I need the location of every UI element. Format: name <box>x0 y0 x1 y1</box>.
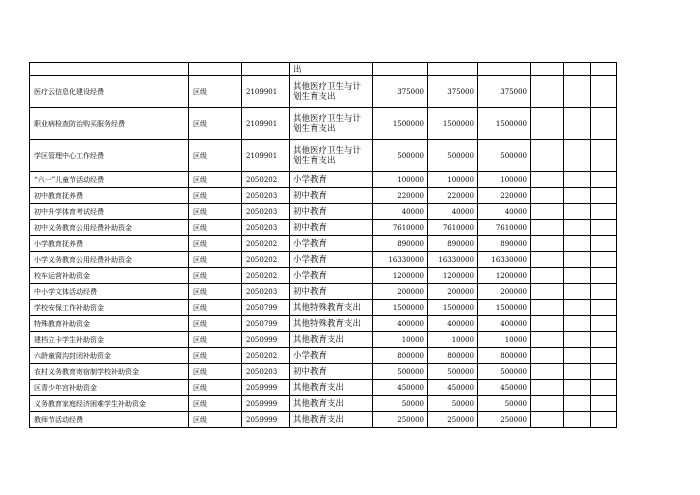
subject-name-cell: 其他教育支出 <box>290 380 373 396</box>
subject-name-cell: 小学教育 <box>290 252 373 268</box>
level-cell: 区级 <box>189 220 242 236</box>
empty-cell <box>564 348 591 364</box>
level-cell: 区级 <box>189 284 242 300</box>
subject-code-cell: 2050203 <box>242 220 290 236</box>
subject-name-cell: 其他医疗卫生与计划生育支出 <box>290 76 373 108</box>
empty-cell <box>564 172 591 188</box>
empty-cell <box>591 284 617 300</box>
budget-table <box>29 62 617 428</box>
total-amount-cell: 450000 <box>373 380 428 396</box>
budget-amount-cell: 1500000 <box>428 108 478 140</box>
level-cell: 区级 <box>189 188 242 204</box>
own-funds-cell: 220000 <box>478 188 531 204</box>
level-cell <box>189 63 242 76</box>
subject-name-cell: 其他特殊教育支出 <box>290 300 373 316</box>
budget-amount-cell: 375000 <box>428 76 478 108</box>
empty-cell <box>564 140 591 172</box>
project-name-cell: “六一”儿童节活动经费 <box>30 172 189 188</box>
empty-cell <box>531 380 564 396</box>
level-cell: 区级 <box>189 204 242 220</box>
project-name-cell <box>30 63 189 76</box>
empty-cell <box>591 204 617 220</box>
subject-name-cell: 小学教育 <box>290 172 373 188</box>
empty-cell <box>531 172 564 188</box>
empty-cell <box>591 188 617 204</box>
own-funds-cell: 250000 <box>478 412 531 428</box>
total-amount-cell: 1500000 <box>373 108 428 140</box>
project-name-cell: 初中义务教育公用经费补助资金 <box>30 220 189 236</box>
table-row <box>30 220 617 236</box>
project-name-cell: 学区管理中心工作经费 <box>30 140 189 172</box>
level-cell: 区级 <box>189 380 242 396</box>
budget-amount-cell: 400000 <box>428 316 478 332</box>
subject-code-cell: 2050202 <box>242 236 290 252</box>
budget-amount-cell: 7610000 <box>428 220 478 236</box>
total-amount-cell: 7610000 <box>373 220 428 236</box>
table-row <box>30 396 617 412</box>
empty-cell <box>591 220 617 236</box>
level-cell: 区级 <box>189 268 242 284</box>
level-cell: 区级 <box>189 396 242 412</box>
empty-cell <box>564 252 591 268</box>
total-amount-cell: 1200000 <box>373 268 428 284</box>
subject-code-cell: 2059999 <box>242 380 290 396</box>
own-funds-cell: 10000 <box>478 332 531 348</box>
subject-name-cell: 其他教育支出 <box>290 332 373 348</box>
subject-name-cell: 小学教育 <box>290 348 373 364</box>
empty-cell <box>531 300 564 316</box>
budget-amount-cell: 800000 <box>428 348 478 364</box>
project-name-cell: 小学教育抚养费 <box>30 236 189 252</box>
budget-amount-cell: 10000 <box>428 332 478 348</box>
total-amount-cell: 220000 <box>373 188 428 204</box>
own-funds-cell: 500000 <box>478 140 531 172</box>
subject-name-cell: 小学教育 <box>290 268 373 284</box>
subject-code-cell: 2050799 <box>242 316 290 332</box>
empty-cell <box>564 364 591 380</box>
budget-amount-cell: 40000 <box>428 204 478 220</box>
subject-code-cell: 2059999 <box>242 412 290 428</box>
project-name-cell: 农村义务教育寄宿制学校补助资金 <box>30 364 189 380</box>
total-amount-cell: 40000 <box>373 204 428 220</box>
own-funds-cell <box>478 63 531 76</box>
subject-name-cell: 其他医疗卫生与计划生育支出 <box>290 108 373 140</box>
empty-cell <box>591 76 617 108</box>
table-row <box>30 348 617 364</box>
subject-name-cell: 其他医疗卫生与计划生育支出 <box>290 140 373 172</box>
own-funds-cell: 450000 <box>478 380 531 396</box>
subject-code-cell: 2050202 <box>242 172 290 188</box>
empty-cell <box>591 172 617 188</box>
empty-cell <box>564 236 591 252</box>
project-name-cell: 初中升学体育考试经费 <box>30 204 189 220</box>
empty-cell <box>531 396 564 412</box>
empty-cell <box>531 284 564 300</box>
table-row <box>30 332 617 348</box>
table-row <box>30 316 617 332</box>
empty-cell <box>531 236 564 252</box>
subject-code-cell: 2050202 <box>242 348 290 364</box>
level-cell: 区级 <box>189 172 242 188</box>
table-row <box>30 108 617 140</box>
own-funds-cell: 1200000 <box>478 268 531 284</box>
empty-cell <box>591 252 617 268</box>
own-funds-cell: 1500000 <box>478 108 531 140</box>
total-amount-cell: 16330000 <box>373 252 428 268</box>
own-funds-cell: 500000 <box>478 364 531 380</box>
budget-amount-cell: 16330000 <box>428 252 478 268</box>
level-cell: 区级 <box>189 332 242 348</box>
total-amount-cell: 500000 <box>373 140 428 172</box>
empty-cell <box>591 380 617 396</box>
total-amount-cell <box>373 63 428 76</box>
empty-cell <box>531 188 564 204</box>
project-name-cell: 中小学文体活动经费 <box>30 284 189 300</box>
budget-amount-cell: 1200000 <box>428 268 478 284</box>
subject-code-cell <box>242 63 290 76</box>
empty-cell <box>531 63 564 76</box>
empty-cell <box>531 108 564 140</box>
budget-amount-cell: 250000 <box>428 412 478 428</box>
empty-cell <box>564 63 591 76</box>
empty-cell <box>531 268 564 284</box>
subject-code-cell: 2050202 <box>242 268 290 284</box>
empty-cell <box>591 300 617 316</box>
total-amount-cell: 250000 <box>373 412 428 428</box>
table-row <box>30 268 617 284</box>
empty-cell <box>564 108 591 140</box>
project-name-cell: 教师节活动经费 <box>30 412 189 428</box>
budget-amount-cell: 100000 <box>428 172 478 188</box>
subject-code-cell: 2059999 <box>242 396 290 412</box>
subject-name-cell: 出 <box>290 63 373 76</box>
level-cell: 区级 <box>189 76 242 108</box>
table-row <box>30 364 617 380</box>
empty-cell <box>564 220 591 236</box>
project-name-cell: 小学义务教育公用经费补助资金 <box>30 252 189 268</box>
total-amount-cell: 375000 <box>373 76 428 108</box>
empty-cell <box>591 236 617 252</box>
empty-cell <box>591 364 617 380</box>
project-name-cell: 学校安保工作补助资金 <box>30 300 189 316</box>
empty-cell <box>591 332 617 348</box>
subject-name-cell: 初中教育 <box>290 284 373 300</box>
budget-amount-cell: 890000 <box>428 236 478 252</box>
empty-cell <box>531 348 564 364</box>
empty-cell <box>591 140 617 172</box>
project-name-cell: 初中教育抚养费 <box>30 188 189 204</box>
level-cell: 区级 <box>189 236 242 252</box>
level-cell: 区级 <box>189 412 242 428</box>
empty-cell <box>591 316 617 332</box>
own-funds-cell: 200000 <box>478 284 531 300</box>
table-row <box>30 63 617 76</box>
empty-cell <box>591 348 617 364</box>
table-row <box>30 140 617 172</box>
subject-code-cell: 2050203 <box>242 204 290 220</box>
subject-code-cell: 2109901 <box>242 76 290 108</box>
empty-cell <box>591 412 617 428</box>
table-row <box>30 380 617 396</box>
own-funds-cell: 40000 <box>478 204 531 220</box>
empty-cell <box>564 412 591 428</box>
empty-cell <box>564 268 591 284</box>
budget-amount-cell: 1500000 <box>428 300 478 316</box>
subject-name-cell: 初中教育 <box>290 364 373 380</box>
empty-cell <box>564 396 591 412</box>
level-cell: 区级 <box>189 140 242 172</box>
empty-cell <box>531 76 564 108</box>
subject-name-cell: 初中教育 <box>290 188 373 204</box>
total-amount-cell: 890000 <box>373 236 428 252</box>
table-row <box>30 188 617 204</box>
total-amount-cell: 100000 <box>373 172 428 188</box>
subject-code-cell: 2050203 <box>242 364 290 380</box>
subject-code-cell: 2050203 <box>242 188 290 204</box>
empty-cell <box>531 412 564 428</box>
subject-name-cell: 其他特殊教育支出 <box>290 316 373 332</box>
own-funds-cell: 50000 <box>478 396 531 412</box>
level-cell: 区级 <box>189 316 242 332</box>
level-cell: 区级 <box>189 300 242 316</box>
total-amount-cell: 400000 <box>373 316 428 332</box>
empty-cell <box>564 204 591 220</box>
empty-cell <box>531 332 564 348</box>
table-row <box>30 236 617 252</box>
empty-cell <box>591 268 617 284</box>
level-cell: 区级 <box>189 108 242 140</box>
own-funds-cell: 1500000 <box>478 300 531 316</box>
empty-cell <box>564 380 591 396</box>
empty-cell <box>591 63 617 76</box>
project-name-cell: 医疗云信息化建设经费 <box>30 76 189 108</box>
project-name-cell: 建档立卡学生补助资金 <box>30 332 189 348</box>
project-name-cell: 职业病检查防治购买服务经费 <box>30 108 189 140</box>
table-row <box>30 204 617 220</box>
table-row <box>30 76 617 108</box>
level-cell: 区级 <box>189 252 242 268</box>
empty-cell <box>564 188 591 204</box>
subject-name-cell: 初中教育 <box>290 204 373 220</box>
own-funds-cell: 375000 <box>478 76 531 108</box>
subject-code-cell: 2050202 <box>242 252 290 268</box>
empty-cell <box>531 252 564 268</box>
own-funds-cell: 890000 <box>478 236 531 252</box>
project-name-cell: 六龄童窝沟封闭补助资金 <box>30 348 189 364</box>
budget-amount-cell: 500000 <box>428 140 478 172</box>
empty-cell <box>531 364 564 380</box>
empty-cell <box>531 220 564 236</box>
subject-code-cell: 2050999 <box>242 332 290 348</box>
subject-code-cell: 2109901 <box>242 140 290 172</box>
empty-cell <box>531 316 564 332</box>
empty-cell <box>564 316 591 332</box>
empty-cell <box>531 204 564 220</box>
table-row <box>30 284 617 300</box>
subject-name-cell: 其他教育支出 <box>290 412 373 428</box>
own-funds-cell: 7610000 <box>478 220 531 236</box>
project-name-cell: 校车运营补助资金 <box>30 268 189 284</box>
budget-amount-cell: 500000 <box>428 364 478 380</box>
subject-name-cell: 初中教育 <box>290 220 373 236</box>
project-name-cell: 义务教育家庭经济困难学生补助资金 <box>30 396 189 412</box>
own-funds-cell: 800000 <box>478 348 531 364</box>
budget-amount-cell: 200000 <box>428 284 478 300</box>
empty-cell <box>591 108 617 140</box>
budget-amount-cell: 50000 <box>428 396 478 412</box>
table-row <box>30 172 617 188</box>
total-amount-cell: 500000 <box>373 364 428 380</box>
table-row <box>30 252 617 268</box>
empty-cell <box>564 76 591 108</box>
subject-code-cell: 2109901 <box>242 108 290 140</box>
subject-name-cell: 小学教育 <box>290 236 373 252</box>
total-amount-cell: 50000 <box>373 396 428 412</box>
subject-code-cell: 2050203 <box>242 284 290 300</box>
empty-cell <box>564 284 591 300</box>
budget-amount-cell <box>428 63 478 76</box>
project-name-cell: 特殊教育补助资金 <box>30 316 189 332</box>
budget-amount-cell: 220000 <box>428 188 478 204</box>
own-funds-cell: 16330000 <box>478 252 531 268</box>
subject-name-cell: 其他教育支出 <box>290 396 373 412</box>
table-row <box>30 300 617 316</box>
total-amount-cell: 200000 <box>373 284 428 300</box>
empty-cell <box>591 396 617 412</box>
empty-cell <box>531 140 564 172</box>
empty-cell <box>564 300 591 316</box>
subject-code-cell: 2050799 <box>242 300 290 316</box>
total-amount-cell: 10000 <box>373 332 428 348</box>
budget-amount-cell: 450000 <box>428 380 478 396</box>
table-row <box>30 412 617 428</box>
total-amount-cell: 1500000 <box>373 300 428 316</box>
level-cell: 区级 <box>189 348 242 364</box>
own-funds-cell: 100000 <box>478 172 531 188</box>
own-funds-cell: 400000 <box>478 316 531 332</box>
total-amount-cell: 800000 <box>373 348 428 364</box>
empty-cell <box>564 332 591 348</box>
level-cell: 区级 <box>189 364 242 380</box>
project-name-cell: 区青少年宫补助资金 <box>30 380 189 396</box>
